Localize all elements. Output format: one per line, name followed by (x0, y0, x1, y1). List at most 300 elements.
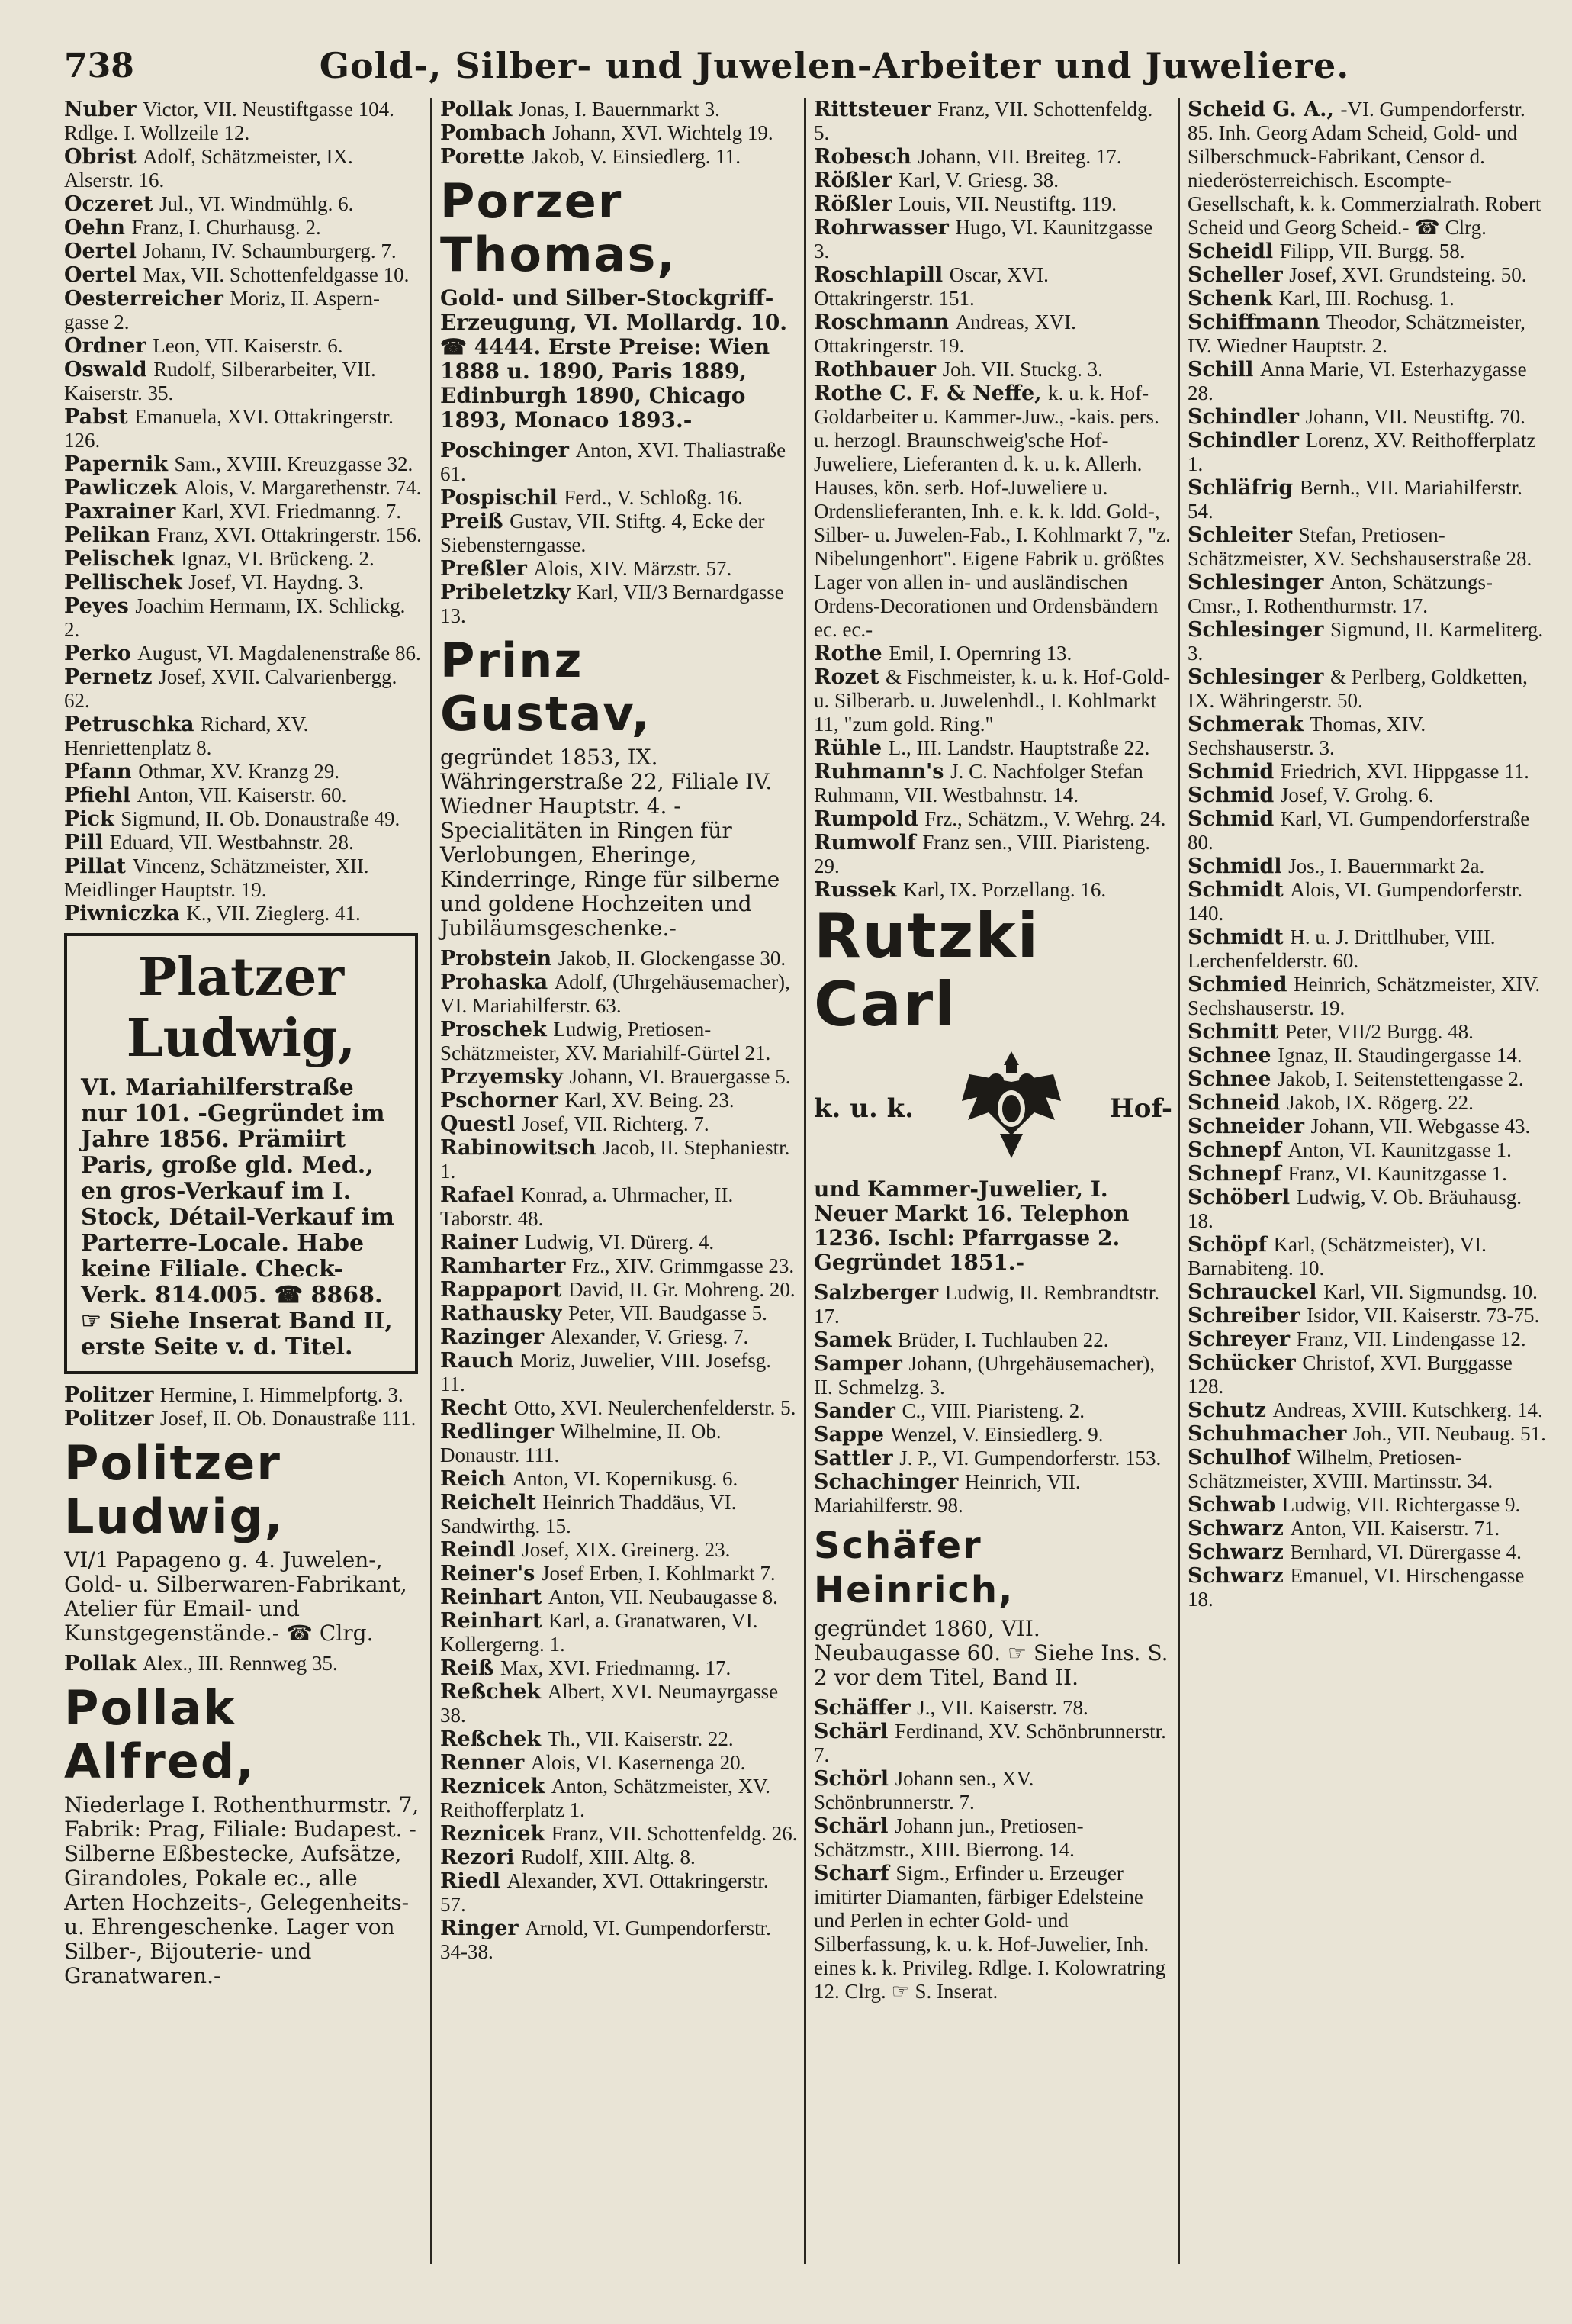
entry-list (64, 1652, 423, 1675)
directory-entry (814, 1814, 1172, 1862)
entry-details: Ferd., V. Schloßg. 16. (564, 486, 743, 509)
ad-platzer (64, 933, 418, 1374)
entry-details: Josef, II. Ob. Donaustraße 111. (159, 1407, 416, 1430)
directory-entry (440, 486, 799, 510)
entry-details: Franz, VII. Schottenfeldg. 5. (814, 98, 1153, 144)
entry-name: Peyes (64, 594, 129, 618)
entry-name: Poschinger (440, 439, 570, 462)
entry-details: Frz., Schätzm., V. Wehrg. 24. (924, 807, 1166, 830)
entry-name: Pelischek (64, 547, 175, 571)
directory-entry (1188, 1186, 1546, 1233)
entry-name: Rößler (814, 192, 892, 216)
directory-entry (1188, 760, 1546, 784)
entry-name: Reßchek (440, 1727, 542, 1751)
directory-entry (64, 594, 423, 642)
entry-name: Reindl (440, 1538, 516, 1562)
entry-details: Alois, VI. Kasernenga 20. (530, 1751, 746, 1774)
directory-entry (64, 902, 423, 925)
entry-details: -VI. Gumpendorferstr. 85. Inh. Georg Adam Scheid, Gold- und Silberschmuck-Fabrikant, Censor d. niederösterreichisch. Escompte-Gesellschaft, k. k. Commerzialrath. Robert Scheid und Georg Scheid.- ☎ Clrg. (1188, 98, 1541, 239)
entry-name: Obrist (64, 145, 137, 169)
entry-name: Schnee (1188, 1044, 1271, 1067)
entry-details: Wenzel, V. Einsiedlerg. 9. (890, 1423, 1104, 1446)
directory-entry (64, 642, 423, 665)
directory-entry (64, 1383, 423, 1407)
entry-name: Ordner (64, 334, 146, 358)
entry-details: Christof, XVI. Burggasse 128. (1188, 1351, 1513, 1398)
entry-name: Scheller (1188, 263, 1283, 287)
ad-text: Niederlage I. Rothenthurmstr. 7, Fabrik: Prag, Filiale: Budapest. -Silberne Eßbestecke, Aufsätze, Girandoles, Pokale ec., alle Arten Hochzeits-, Gelegenheits- u. Ehrengeschenke. Lager von Silber-, Bijouterie- und Granatwaren.- (64, 1792, 420, 1988)
column-4 (1178, 98, 1546, 2264)
entry-name: Rainer (440, 1231, 518, 1254)
entry-name: Russek (814, 878, 897, 902)
entry-name: Pfiehl (64, 784, 130, 807)
entry-details: Karl, XV. Being. 23. (564, 1089, 735, 1112)
page-header (64, 43, 1513, 89)
directory-entry (1188, 1067, 1546, 1091)
entry-details: Andreas, XVIII. Kutschkerg. 14. (1272, 1399, 1543, 1421)
entry-details: Ludwig, Pretiosen-Schätzmeister, XV. Mariahilf-Gürtel 21. (440, 1018, 771, 1064)
entry-name: Schleiter (1188, 523, 1293, 547)
entry-details: Andreas, XVI. Ottakringerstr. 19. (814, 311, 1076, 357)
directory-entry (1188, 1233, 1546, 1280)
entry-details: Emanuel, VI. Hirschengasse 18. (1188, 1564, 1525, 1611)
entry-list (64, 98, 423, 925)
entry-details: Franz sen., VIII. Piaristeng. 29. (814, 831, 1151, 877)
entry-details: Anton, Schätzungs-Cmsr., I. Rothenthurmstr. 17. (1188, 571, 1493, 617)
directory-entry (1188, 1540, 1546, 1564)
entry-name: Piwniczka (64, 902, 180, 925)
entry-name: Rumwolf (814, 831, 916, 855)
entry-details: Franz, VII. Schottenfeldg. 26. (551, 1822, 798, 1845)
entry-name: Schwarz (1188, 1564, 1284, 1588)
entry-name: Pribeletzky (440, 581, 571, 604)
directory-entry (64, 547, 423, 571)
ad-kuk: k. u. k. (814, 1093, 915, 1124)
directory-entry (440, 98, 799, 121)
entry-name: Redlinger (440, 1420, 554, 1444)
directory-entry (1188, 1304, 1546, 1328)
entry-details: Louis, VII. Neustiftg. 119. (899, 192, 1117, 215)
directory-entry (1188, 429, 1546, 476)
entry-details: Josef, VII. Richterg. 7. (521, 1112, 709, 1135)
directory-entry (440, 581, 799, 628)
entry-details: Alois, V. Margarethenstr. 74. (184, 476, 422, 499)
ad-hof: Hof- (1109, 1093, 1172, 1124)
entry-name: Schöberl (1188, 1186, 1291, 1209)
entry-name: Robesch (814, 145, 911, 169)
entry-details: J. P., VI. Gumpendorferstr. 153. (899, 1447, 1162, 1469)
directory-entry (1188, 476, 1546, 523)
entry-details: Albert, XVI. Neumayrgasse 38. (440, 1680, 779, 1727)
directory-entry (440, 1065, 799, 1089)
entry-name: Schmid (1188, 807, 1275, 831)
directory-entry (814, 760, 1172, 807)
directory-entry (440, 1183, 799, 1231)
entry-details: Jakob, IX. Rögerg. 22. (1287, 1091, 1474, 1114)
entry-details: Anna Marie, VI. Esterhazygasse 28. (1188, 358, 1527, 404)
directory-entry (814, 1862, 1172, 2004)
directory-entry (814, 1399, 1172, 1423)
entry-details: & Perlberg, Goldketten, IX. Währingerstr. 50. (1188, 665, 1528, 712)
entry-name: Schmid (1188, 784, 1275, 807)
directory-entry (440, 1609, 799, 1656)
entry-details: Bernh., VII. Mariahilferstr. 54. (1188, 476, 1522, 523)
entry-details: H. u. J. Drittlhuber, VIII. Lerchenfelderstr. 60. (1188, 925, 1496, 972)
entry-name: Preiß (440, 510, 503, 533)
directory-entry (814, 1767, 1172, 1814)
directory-entry (440, 1775, 799, 1822)
directory-entry (814, 381, 1172, 642)
entry-name: Rothe C. F. & Neffe, (814, 381, 1042, 405)
entry-details: Johann jun., Pretiosen-Schätzmstr., XIII. Bierrong. 14. (814, 1814, 1084, 1861)
entry-name: Pelikan (64, 523, 151, 547)
entry-name: Prohaska (440, 970, 548, 994)
ad-name: Platzer Ludwig, (126, 947, 356, 1069)
entry-details: Rudolf, XIII. Altg. 8. (521, 1846, 696, 1869)
entry-details: Heinrich Thaddäus, VI. Sandwirthg. 15. (440, 1491, 737, 1537)
entry-name: Schulhof (1188, 1446, 1291, 1469)
entry-name: Pillat (64, 855, 127, 878)
entry-name: Reinhart (440, 1609, 542, 1633)
entry-name: Schreiber (1188, 1304, 1300, 1328)
directory-entry (64, 452, 423, 476)
directory-entry (440, 1112, 799, 1136)
directory-entry (1188, 1328, 1546, 1351)
entry-name: Schmid (1188, 760, 1275, 784)
entry-details: Johann, VII. Neustiftg. 70. (1305, 405, 1525, 428)
directory-entry (1188, 1564, 1546, 1611)
entry-details: Gustav, VII. Stiftg. 4, Ecke der Siebensterngasse. (440, 510, 765, 556)
entry-name: Paxrainer (64, 500, 176, 523)
entry-details: Franz, XVI. Ottakringerstr. 156. (156, 523, 422, 546)
directory-entry (1188, 784, 1546, 807)
entry-name: Nuber (64, 98, 137, 121)
entry-details: C., VIII. Piaristeng. 2. (902, 1399, 1085, 1422)
directory-entry (1188, 1517, 1546, 1540)
entry-name: Pawliczek (64, 476, 178, 500)
directory-entry (814, 1447, 1172, 1470)
ad-name: Porzer Thomas, (440, 173, 677, 282)
entry-details: Jos., I. Bauernmarkt 2a. (1288, 855, 1485, 877)
entry-name: Politzer (64, 1383, 154, 1407)
entry-details: k. u. k. Hof-Goldarbeiter u. Kammer-Juw., -kais. pers. u. herzogl. Braunschweig'sche Hof-Juweliere, Lieferanten d. k. u. k. Allerh. Hauses, kön. serb. Hof-Juweliere u. Ordenslieferanten, Inh. e. k. k. ldd. Gold-, Silber- u. Juwelen-Fab., I. Kohlmarkt 7, "z. Nibelungenhort". Eigene Fabrik u. größtes Lager von allen in- und ausländischen Ordens-Decorationen und Ordensbändern ec. ec.- (814, 381, 1171, 641)
entry-name: Schachinger (814, 1470, 959, 1494)
entry-details: Heinrich, Schätzmeister, XIV. Sechshauserstr. 19. (1188, 973, 1541, 1019)
directory-entry (440, 121, 799, 145)
entry-details: August, VI. Magdalenenstraße 86. (137, 642, 421, 665)
directory-entry (64, 334, 423, 358)
entry-name: Pernetz (64, 665, 153, 689)
directory-entry (440, 1231, 799, 1254)
entry-details: Filipp, VII. Burgg. 58. (1279, 240, 1465, 262)
entry-name: Samper (814, 1352, 902, 1376)
directory-entry (1188, 1280, 1546, 1304)
directory-entry (814, 1328, 1172, 1352)
directory-entry (1188, 1446, 1546, 1493)
entry-details: Emanuela, XVI. Ottakringerstr. 126. (64, 405, 394, 452)
entry-details: Jakob, V. Einsiedlerg. 11. (531, 145, 741, 168)
directory-entry (64, 831, 423, 855)
entry-name: Schwarz (1188, 1517, 1284, 1540)
directory-entry (64, 216, 423, 240)
entry-name: Schmitt (1188, 1020, 1279, 1044)
entry-details: Heinrich, VII. Mariahilferstr. 98. (814, 1470, 1081, 1517)
entry-name: Schlesinger (1188, 665, 1324, 689)
entry-name: Schnee (1188, 1067, 1271, 1091)
entry-name: Schneid (1188, 1091, 1281, 1115)
directory-entry (1188, 618, 1546, 665)
entry-name: Petruschka (64, 713, 194, 736)
entry-name: Pick (64, 807, 114, 831)
entry-name: Scharf (814, 1862, 889, 1885)
entry-name: Rappaport (440, 1278, 562, 1302)
entry-name: Ringer (440, 1917, 519, 1940)
entry-name: Schindler (1188, 405, 1299, 429)
entry-name: Ramharter (440, 1254, 566, 1278)
directory-entry (1188, 1115, 1546, 1138)
directory-entry (1188, 287, 1546, 311)
directory-entry (440, 1302, 799, 1325)
directory-entry (440, 970, 799, 1018)
entry-details: J. C. Nachfolger Stefan Ruhmann, VII. Westbahnstr. 14. (814, 760, 1143, 806)
entry-details: Wilhelm, Pretiosen-Schätzmeister, XVIII. Martinsstr. 34. (1188, 1446, 1493, 1492)
entry-name: Pabst (64, 405, 128, 429)
directory-entry (64, 358, 423, 405)
entry-name: Preßler (440, 557, 527, 581)
directory-entry (1188, 1493, 1546, 1517)
entry-name: Rohrwasser (814, 216, 949, 240)
directory-entry (440, 1656, 799, 1680)
entry-list (440, 439, 799, 628)
entry-list (440, 947, 799, 1964)
entry-details: Josef, V. Grohg. 6. (1280, 784, 1434, 806)
ad-schaefer (814, 1524, 1172, 1690)
entry-name: Schücker (1188, 1351, 1296, 1375)
entry-name: Salzberger (814, 1281, 939, 1305)
directory-entry (64, 287, 423, 334)
entry-name: Pellischek (64, 571, 182, 594)
entry-name: Schäffer (814, 1696, 911, 1720)
entry-details: Alexander, XVI. Ottakringerstr. 57. (440, 1869, 769, 1916)
directory-entry (440, 557, 799, 581)
entry-name: Schmidt (1188, 878, 1284, 902)
entry-details: Th., VII. Kaiserstr. 22. (547, 1727, 734, 1750)
entry-details: Jacob, II. Stephaniestr. 1. (440, 1136, 790, 1183)
directory-entry (64, 784, 423, 807)
entry-name: Oertel (64, 263, 137, 287)
directory-entry (1188, 665, 1546, 713)
entry-name: Schreyer (1188, 1328, 1291, 1351)
entry-name: Pombach (440, 121, 546, 145)
entry-details: Josef Erben, I. Kohlmarkt 7. (541, 1562, 776, 1585)
entry-details: Adolf, Schätzmeister, IX. Alserstr. 16. (64, 145, 353, 192)
entry-details: Josef, XIX. Greinerg. 23. (522, 1538, 731, 1561)
entry-details: Jakob, II. Glockengasse 30. (558, 947, 786, 970)
ad-name: Politzer Ludwig, (64, 1435, 285, 1544)
entry-details: Ludwig, VI. Dürerg. 4. (524, 1231, 715, 1254)
ad-text: und Kammer-Juwelier, I. Neuer Markt 16. Telephon 1236. Ischl: Pfarrgasse 2. Gegründet 1851.- (814, 1176, 1130, 1275)
directory-entry (1188, 1138, 1546, 1162)
directory-entry (64, 665, 423, 713)
directory-entry (1188, 523, 1546, 571)
directory-entry (814, 216, 1172, 263)
directory-entry (440, 1018, 799, 1065)
entry-name: Renner (440, 1751, 525, 1775)
entry-name: Schnepf (1188, 1162, 1281, 1186)
directory-entry (1188, 263, 1546, 287)
entry-details: Moriz, Juwelier, VIII. Josefsg. 11. (440, 1349, 771, 1395)
directory-entry (440, 1325, 799, 1349)
directory-entry (64, 263, 423, 287)
entry-name: Probstein (440, 947, 552, 970)
entry-name: Schmied (1188, 973, 1287, 996)
entry-name: Reznicek (440, 1822, 545, 1846)
directory-entry (440, 1822, 799, 1846)
entry-details: Joh. VII. Stuckg. 3. (942, 358, 1103, 381)
entry-name: Schörl (814, 1767, 889, 1791)
entry-name: Scheidl (1188, 240, 1274, 263)
directory-entry (64, 1652, 423, 1675)
entry-name: Schmidl (1188, 855, 1282, 878)
entry-name: Ruhmann's (814, 760, 944, 784)
entry-details: Anton, VII. Kaiserstr. 60. (137, 784, 347, 806)
directory-entry (814, 1470, 1172, 1518)
directory-entry (814, 263, 1172, 311)
directory-entry (64, 145, 423, 192)
entry-details: Karl, IX. Porzellang. 16. (902, 878, 1107, 901)
entry-name: Scheid G. A., (1188, 98, 1334, 121)
entry-details: Josef, VI. Haydng. 3. (188, 571, 365, 594)
entry-details: K., VII. Zieglerg. 41. (186, 902, 361, 925)
entry-details: Isidor, VII. Kaiserstr. 73-75. (1307, 1304, 1540, 1327)
directory-entry (1188, 807, 1546, 855)
entry-details: Anton, XVI. Thaliastraße 61. (440, 439, 786, 485)
ad-name: Pollak Alfred, (64, 1680, 256, 1789)
entry-details: Alex., III. Rennweg 35. (142, 1652, 338, 1675)
entry-details: Lorenz, XV. Reithofferplatz 1. (1188, 429, 1536, 475)
directory-entry (814, 1720, 1172, 1767)
directory-entry (1188, 571, 1546, 618)
directory-entry (814, 665, 1172, 736)
entry-details: Frz., XIV. Grimmgasse 23. (571, 1254, 795, 1277)
entry-details: Josef, XVII. Calvarienbergg. 62. (64, 665, 397, 712)
entry-name: Roschlapill (814, 263, 944, 287)
entry-name: Oczeret (64, 192, 153, 216)
directory-entry (1188, 358, 1546, 405)
entry-name: Schmidt (1188, 925, 1284, 949)
directory-entry (814, 98, 1172, 145)
entry-details: Joachim Hermann, IX. Schlickg. 2. (64, 594, 406, 641)
ad-politzer (64, 1437, 423, 1646)
entry-details: Anton, VII. Kaiserstr. 71. (1290, 1517, 1500, 1540)
entry-name: Schneider (1188, 1115, 1304, 1138)
directory-entry (440, 1278, 799, 1302)
entry-name: Schill (1188, 358, 1254, 381)
entry-details: Arnold, VI. Gumpendorferstr. 34-38. (440, 1917, 771, 1963)
entry-details: Johann, VII. Breiteg. 17. (918, 145, 1122, 168)
column-3 (804, 98, 1172, 2264)
running-head: Gold-, Silber- und Juwelen-Arbeiter und Juweliere. (319, 45, 1350, 86)
entry-details: Eduard, VII. Westbahnstr. 28. (109, 831, 354, 854)
directory-entry (1188, 1162, 1546, 1186)
entry-name: Pospischil (440, 486, 558, 510)
directory-entry (440, 1136, 799, 1183)
directory-entry (64, 713, 423, 760)
entry-details: Karl, VI. Gumpendorferstraße 80. (1188, 807, 1530, 854)
entry-details: Hugo, VI. Kaunitzgasse 3. (814, 216, 1153, 262)
entry-name: Schenk (1188, 287, 1273, 311)
directory-entry (814, 1281, 1172, 1328)
ad-name: Rutzki Carl (814, 900, 1040, 1040)
directory-entry (440, 1680, 799, 1727)
directory-entry (64, 807, 423, 831)
entry-details: Rudolf, Silberarbeiter, VII. Kaiserstr. 35. (64, 358, 376, 404)
directory-entry (64, 98, 423, 145)
entry-name: Schärl (814, 1720, 889, 1743)
entry-list (814, 98, 1172, 902)
entry-name: Rezori (440, 1846, 515, 1869)
columns (64, 98, 1544, 2264)
entry-name: Questl (440, 1112, 516, 1136)
entry-name: Sander (814, 1399, 895, 1423)
entry-name: Schiffmann (1188, 311, 1320, 334)
entry-details: David, II. Gr. Mohreng. 20. (567, 1278, 796, 1301)
entry-details: Theodor, Schätzmeister, IV. Wiedner Hauptstr. 2. (1188, 311, 1525, 357)
directory-entry (440, 510, 799, 557)
entry-name: Schwab (1188, 1493, 1276, 1517)
directory-entry (1188, 713, 1546, 760)
entry-list (1188, 98, 1546, 1611)
directory-entry (1188, 1399, 1546, 1422)
ad-text: VI. Mariahilferstraße nur 101. -Gegründet im Jahre 1856. Prämiirt Paris, große gld. Med., en gros-Verkauf im I. Stock, Détail-Verkauf im Parterre-Locale. Habe keine Filiale. Check-Verk. 814.005. ☎ 8868. ☞ Siehe Inserat Band II, erste Seite v. d. Titel. (81, 1074, 394, 1360)
directory-entry (814, 169, 1172, 192)
entry-details: Karl, VII. Sigmundsg. 10. (1323, 1280, 1538, 1303)
entry-name: Rozet (814, 665, 879, 689)
entry-details: Anton, VI. Kaunitzgasse 1. (1287, 1138, 1512, 1161)
directory-entry (64, 500, 423, 523)
entry-details: Franz, I. Churhausg. 2. (131, 216, 321, 239)
entry-name: Oswald (64, 358, 147, 381)
directory-entry (440, 1562, 799, 1585)
directory-entry (64, 240, 423, 263)
entry-details: Karl, III. Rochusg. 1. (1278, 287, 1455, 310)
directory-entry (814, 878, 1172, 902)
entry-name: Schindler (1188, 429, 1299, 452)
entry-name: Razinger (440, 1325, 545, 1349)
entry-details: Johann, VII. Webgasse 43. (1310, 1115, 1531, 1138)
entry-details: Emil, I. Opernring 13. (889, 642, 1072, 665)
entry-name: Rauch (440, 1349, 514, 1373)
entry-details: & Fischmeister, k. u. k. Hof-Gold- u. Silberarb. u. Juwelenhdl., I. Kohlmarkt 11, "zum gold. Ring." (814, 665, 1171, 736)
entry-details: Peter, VII/2 Burgg. 48. (1284, 1020, 1474, 1043)
entry-details: Johann, VI. Brauergasse 5. (569, 1065, 791, 1088)
entry-name: Oertel (64, 240, 137, 263)
directory-entry (440, 1727, 799, 1751)
directory-entry (1188, 240, 1546, 263)
directory-entry (440, 145, 799, 169)
page-number: 738 (64, 46, 134, 85)
entry-details: Karl, a. Granatwaren, VI. Kollergerng. 1. (440, 1609, 758, 1656)
directory-entry (814, 145, 1172, 169)
directory-entry (1188, 878, 1546, 925)
column-1 (64, 98, 423, 2264)
entry-name: Rößler (814, 169, 892, 192)
entry-details: Max, VII. Schottenfeldgasse 10. (143, 263, 410, 286)
entry-details: Karl, (Schätzmeister), VI. Barnabiteng. 10. (1188, 1233, 1487, 1279)
entry-details: Alois, XIV. Märzstr. 57. (533, 557, 732, 580)
entry-name: Rathausky (440, 1302, 562, 1325)
entry-name: Schuhmacher (1188, 1422, 1347, 1446)
